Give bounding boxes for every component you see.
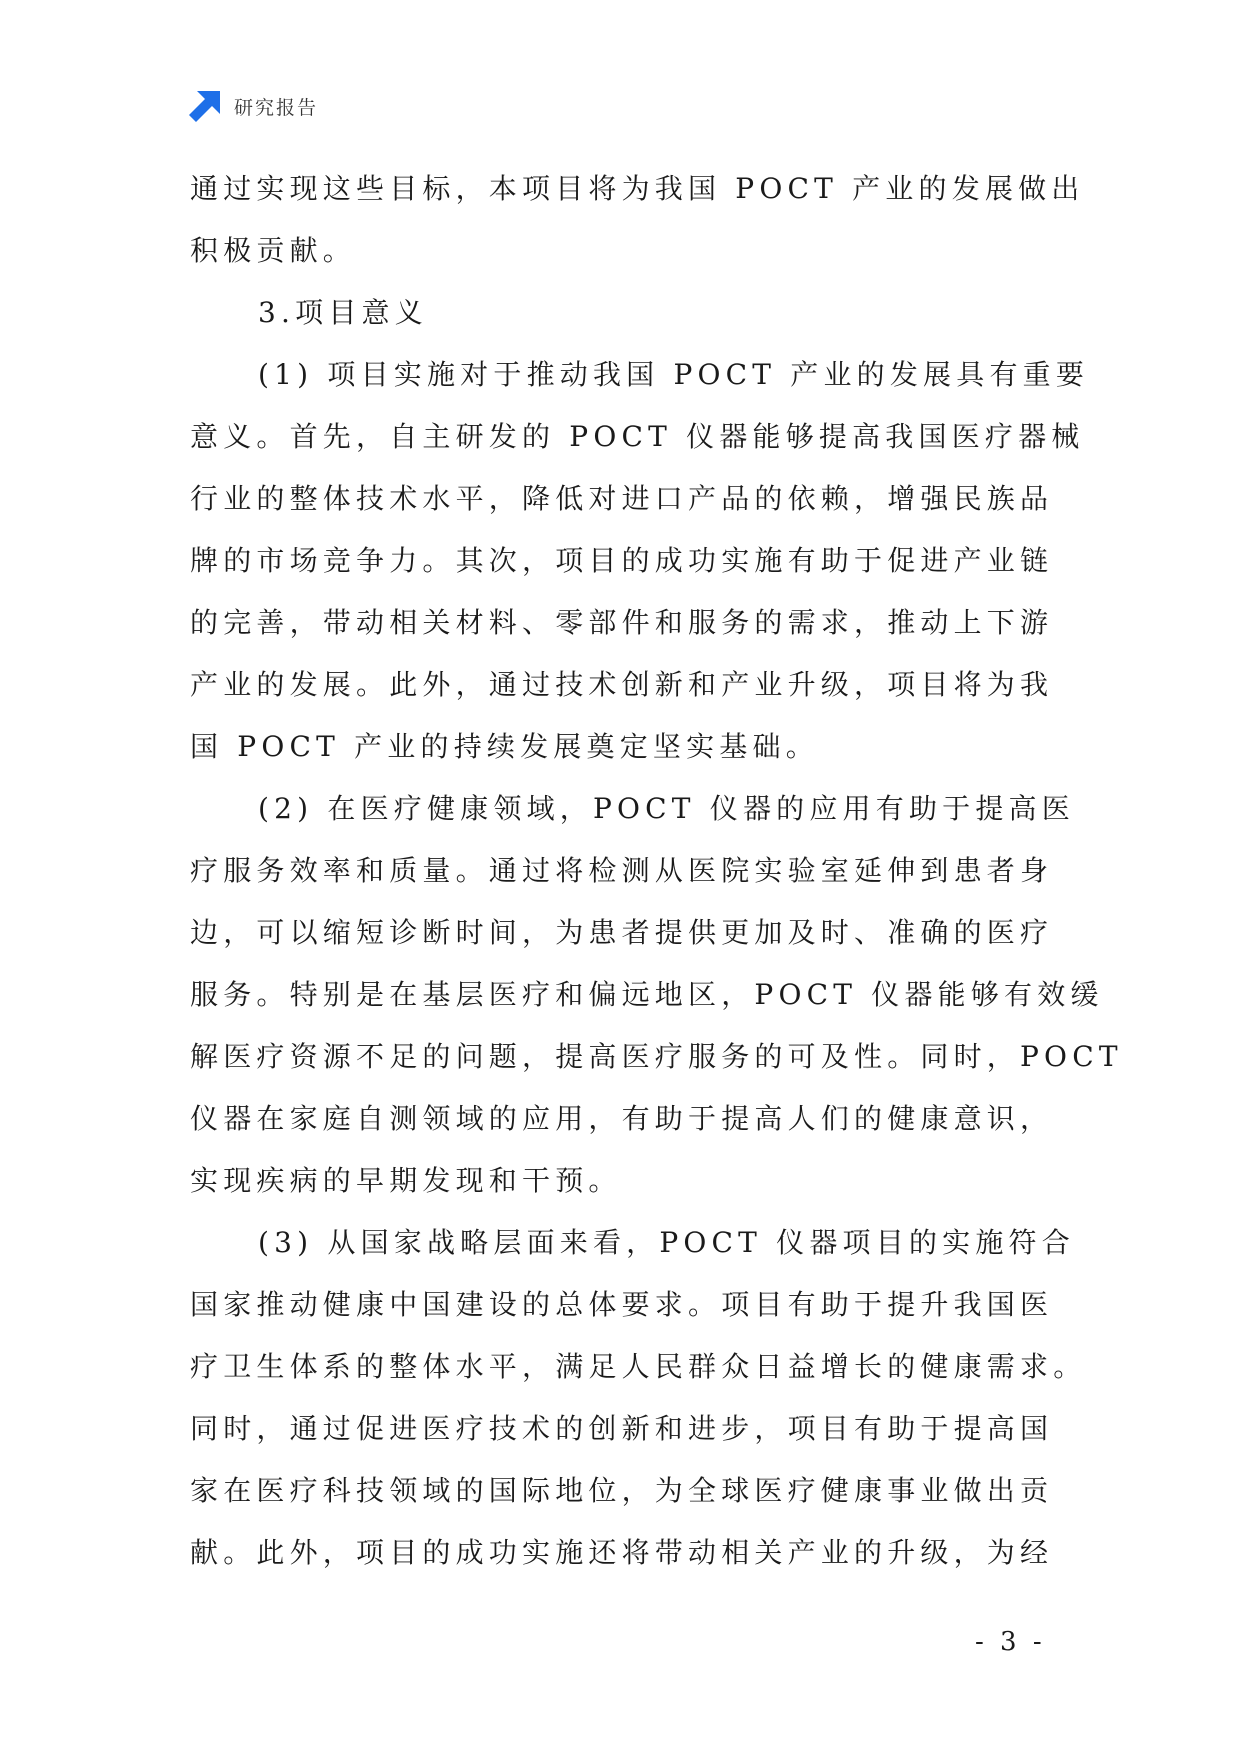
paragraph-line: 行业的整体技术水平，降低对进口产品的依赖，增强民族品 <box>190 482 1054 515</box>
paragraph-line: 意义。首先，自主研发的 POCT 仪器能够提高我国医疗器械 <box>190 420 1085 453</box>
document-body <box>190 158 1123 1584</box>
paragraph-line: 产业的发展。此外，通过技术创新和产业升级，项目将为我 <box>190 668 1054 701</box>
paragraph-line: (3) 从国家战略层面来看，POCT 仪器项目的实施符合 <box>258 1226 1075 1259</box>
page-number: - 3 - <box>975 1627 1046 1657</box>
header-title: 研究报告 <box>234 96 319 119</box>
section-heading: 3.项目意义 <box>258 296 428 329</box>
paragraph-line: 积极贡献。 <box>190 234 357 267</box>
paragraph-line: 仪器在家庭自测领域的应用，有助于提高人们的健康意识， <box>190 1102 1054 1135</box>
paragraph-line: 家在医疗科技领域的国际地位，为全球医疗健康事业做出贡 <box>190 1474 1054 1507</box>
paragraph-line: 献。此外，项目的成功实施还将带动相关产业的升级，为经 <box>190 1536 1054 1569</box>
report-header <box>188 88 318 124</box>
paragraph-line: (1) 项目实施对于推动我国 POCT 产业的发展具有重要 <box>258 358 1090 391</box>
paragraph-line: 的完善，带动相关材料、零部件和服务的需求，推动上下游 <box>190 606 1054 639</box>
paragraph-line: 同时，通过促进医疗技术的创新和进步，项目有助于提高国 <box>190 1412 1054 1445</box>
paragraph-line: 疗服务效率和质量。通过将检测从医院实验室延伸到患者身 <box>190 854 1054 887</box>
paragraph-line: 解医疗资源不足的问题，提高医疗服务的可及性。同时，POCT <box>190 1040 1123 1073</box>
paragraph-line: 服务。特别是在基层医疗和偏远地区，POCT 仪器能够有效缓 <box>190 978 1104 1011</box>
arrow-up-right-logo-icon <box>188 89 222 123</box>
paragraph-line: 国 POCT 产业的持续发展奠定坚实基础。 <box>190 730 819 763</box>
paragraph-line: 疗卫生体系的整体水平，满足人民群众日益增长的健康需求。 <box>190 1350 1087 1383</box>
paragraph-line: 通过实现这些目标，本项目将为我国 POCT 产业的发展做出 <box>190 172 1085 205</box>
paragraph-line: (2) 在医疗健康领域，POCT 仪器的应用有助于提高医 <box>258 792 1075 825</box>
paragraph-line: 国家推动健康中国建设的总体要求。项目有助于提升我国医 <box>190 1288 1054 1321</box>
paragraph-line: 边，可以缩短诊断时间，为患者提供更加及时、准确的医疗 <box>190 916 1054 949</box>
paragraph-line: 牌的市场竞争力。其次，项目的成功实施有助于促进产业链 <box>190 544 1054 577</box>
paragraph-line: 实现疾病的早期发现和干预。 <box>190 1164 622 1197</box>
